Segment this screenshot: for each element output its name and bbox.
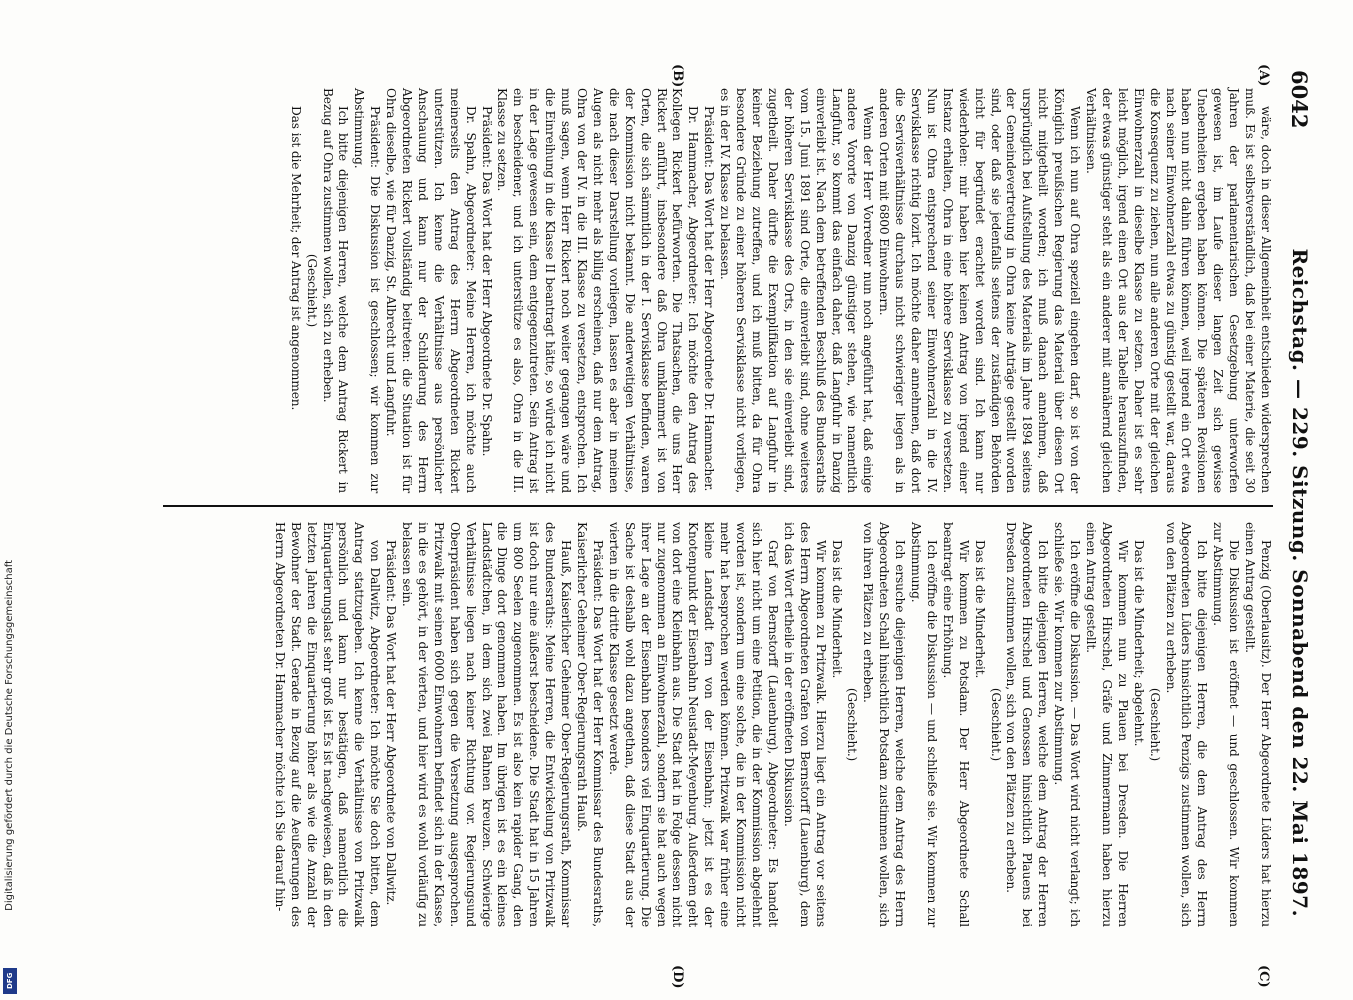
paragraph: Ich ersuche diejenigen Herren, welche dem Antrag des Herrn Abgeordneten Schall hinsichtlich Potsdam zustimmen wollen, sich von ihren Plätzen zu erheben.	[861, 522, 908, 927]
paragraph: Graf von Bernstorff (Lauenburg), Abgeordneter: Es handelt sich hier nicht um eine Petition, die in der Kommission abgelehnt worden ist, sondern um eine solche, die in der Kommission nicht mehr hat besprochen werden können. Pritzwalk war früher eine kleine Landstadt fern von der Eisenbahn; jetzt ist es der Knotenpunkt der Eisenbahn Neustadt-Meyenburg. Außerdem geht von dort eine Kleinbahn aus. Die Stadt hat in Folge dessen nicht nur zugenommen an Einwohnerzahl, sondern sie hat auch wegen ihrer Lage an der Eisenbahn besonders viel Einquartierung. Die Sache ist deshalb wohl dazu angethan, daß diese Stadt aus der vierten in die dritte Klasse gesetzt werde.	[606, 522, 780, 927]
paragraph: Dr. Hammacher, Abgeordneter: Ich möchte den Antrag des Kollegen Rickert befürworten. Die Thatsachen, die uns Herr Rickert anführt, insbesondere daß Ohra umklammert ist von Orten, die sich sämmtlich in der I. Servisklasse befinden, waren der Kommission nicht bekannt. Die anderweitigen Verhältnisse, die nach dieser Darstellung vorliegen, lassen es aber in meinen Augen als nicht mehr als billig erscheinen, daß nur dem Antrag, Ohra von der IV. in die III. Klasse zu versetzen, entsprochen. Ich muß sagen, wenn Herr Rickert noch weiter gegangen wäre und die Einreihung in die Klasse II beantragt hätte, so würde ich nicht in der Lage gewesen sein, dem entgegenzutreten. Sein Antrag ist ein bescheidener, und ich unterstütze es also, Ohra in die III. Klasse zu setzen.	[495, 88, 701, 493]
right-text-column	[271, 522, 1273, 927]
paragraph: (Geschieht.)	[1147, 687, 1162, 762]
paragraph: Das ist die Minderheit.	[972, 540, 987, 679]
paragraph: Hauß, Kaiserlicher Geheimer Ober-Regierungsrath, Kommissar des Bundesraths: Meine Herren, die Entwickelung von Pritzwalk ist doch nur eine äußerst bescheidene. Die Stadt hat in 15 Jahren um 800 Seelen zugenommen. Es ist also kein rapider Gang, den die Dinge dort genommen haben. Im übrigen ist es ein kleines Landstädtchen, in dem sich zwei Bahnen kreuzen. Schwierige Verhältnisse liegen nach keiner Richtung vor. Regierungsund Oberpräsident haben sich gegen die Versetzung ausgesprochen. Pritzwalk mit seinen 6000 Einwohnern befindet sich in der Klasse, in die es gehört, in der vierten, und hier wird es wohl vorläufig zu belassen sein.	[400, 522, 574, 927]
paragraph: Ich bitte diejenigen Herren, welche dem Antrag der Herren Abgeordneten Hirschel und Genossen hinsichtlich Plauens bei Dresden zustimmen wollen, sich von den Plätzen zu erheben.	[1004, 522, 1051, 927]
paragraph: Präsident: Das Wort hat der Herr Abgeordnete Dr. Spahn.	[479, 106, 494, 457]
paragraph: Die Diskussion ist eröffnet — und geschlossen. Wir kommen zur Abstimmung.	[1211, 522, 1242, 927]
paragraph: Ich eröffne die Diskussion. — Das Wort wird nicht verlangt; ich schließe sie. Wir kommen zur Abstimmung.	[1052, 522, 1083, 927]
paragraph: Dr. Spahn, Abgeordneter: Meine Herren, ich möchte auch meinerseits den Antrag des Herrn Abgeordneten Rickert unterstützen. Ich kenne die Verhältnisse aus persönlicher Anschauung und kann nur der Schilderung des Herrn Abgeordneten Rickert vollständig beitreten: die Situation ist für Ohra dieselbe, wie für Danzig, St. Albrecht und Langfuhr.	[384, 88, 478, 493]
page-title: Reichstag. — 229. Sitzung. Sonnabend den 22. Mai 1897.	[1288, 248, 1312, 918]
paragraph: Präsident: Die Diskussion ist geschlossen; wir kommen zur Abstimmung.	[352, 88, 383, 493]
paragraph: (Geschieht.)	[988, 687, 1003, 762]
paragraph: Wir kommen zu Pritzwalk. Hierzu liegt ein Antrag vor seitens des Herrn Abgeordneten Grafen von Bernstorff (Lauenburg), dem ich das Wort ertheile in der eröffneten Diskussion.	[781, 522, 828, 927]
margin-mark-c: (C)	[1256, 965, 1271, 988]
column-divider	[163, 505, 1273, 507]
paragraph: Penzig (Oberlausitz). Der Herr Abgeordnete Lüders hat hierzu einen Antrag gestellt.	[1243, 522, 1273, 927]
paragraph: Präsident: Das Wort hat der Herr Abgeordnete Dr. Hammacher.	[702, 106, 717, 492]
page-number: 6042	[1287, 70, 1313, 129]
paragraph: Das ist die Minderheit; abgelehnt.	[1131, 540, 1146, 747]
digitization-note: Digitalisierung gefördert durch die Deutsche Forschungsgemeinschaft	[4, 560, 15, 911]
paragraph: (Geschieht.)	[845, 687, 860, 762]
paragraph: Das ist die Mehrheit; der Antrag ist angenommen.	[288, 106, 303, 411]
paragraph: Wenn ich nun auf Ohra speziell eingehen darf, so ist von der Königlich preußischen Regierung das Material über diesen Ort nicht mitgetheilt worden; ich muß danach annehmen, daß ursprünglich bei Aufstellung des Materials im Jahre 1894 seitens der Gemeindevertretung in Ohra keine Anträge gestellt worden sind, oder daß sie jedenfalls seitens der zuständigen Behörden nicht für begründet erachtet worden sind. Ich kann nur wiederholen: mir haben hier keinen Antrag von irgend einer Instanz erhalten, Ohra in eine höhere Servisklasse zu versetzen. Nun ist Ohra entsprechend seiner Einwohnerzahl in die IV. Servisklasse richtig lozirt. Ich möchte daher annehmen, daß dort die Servisverhältnisse durchaus nicht schwieriger liegen als in anderen Orten mit 6800 Einwohnern.	[877, 88, 1083, 493]
margin-mark-a: (A)	[1256, 64, 1271, 87]
paragraph: Das ist die Minderheit.	[829, 540, 844, 679]
paragraph: Wir kommen zu Potsdam. Der Herr Abgeordnete Schall beantragt eine Erhöhung.	[940, 522, 971, 927]
dfg-logo: DFG	[3, 968, 17, 994]
left-text-column	[287, 88, 1273, 493]
page-header	[1285, 70, 1315, 940]
paragraph: Präsident: Das Wort hat der Herr Abgeordnete von Dallwitz.	[384, 540, 399, 906]
paragraph: Ich bitte diejenigen Herren, welche dem Antrag Rickert in Bezug auf Ohra zustimmen wollen, sich zu erheben.	[320, 88, 351, 493]
paragraph: (Geschieht.)	[304, 253, 319, 328]
paragraph: wäre, doch in dieser Allgemeinheit entschieden widersprechen muß. Es ist selbstverständlich, daß bei einer Materie, die seit 30 Jahren der parlamentarischen Gesetzgebung unterworfen gewesen ist, im Laufe dieser langen Zeit sich gewisse Unebenheiten ergeben haben können. Die späteren Revisionen haben nun nicht dahin führen können, weil irgend ein Ort etwa nach seiner Einwohnerzahl etwas zu günstig gestellt war, daraus die Konsequenz zu ziehen, nun alle anderen Orte mit der gleichen Einwohnerzahl in dieselbe Klasse zu setzen. Daher ist es sehr leicht möglich, irgend einen Ort aus der Tabelle herauszufinden, der etwas günstiger steht als ein anderer mit annähernd gleichen Verhältnissen.	[1084, 88, 1273, 493]
paragraph: Ich bitte diejenigen Herren, die dem Antrag des Herrn Abgeordneten Lüders hinsichtlich Penzigs zustimmen wollen, sich von den Plätzen zu erheben.	[1163, 522, 1210, 927]
paragraph: Ich eröffne die Diskussion — und schließe sie. Wir kommen zur Abstimmung.	[909, 522, 939, 927]
paragraph: Präsident: Das Wort hat der Herr Kommissar des Bundesraths, Kaiserlicher Geheimer Ober-Regierungsrath Hauß.	[575, 522, 605, 927]
paragraph: Wir kommen nun zu Plauen bei Dresden. Die Herren Abgeordneten Hirschel, Gräfe und Zimmermann haben hierzu einen Antrag gestellt.	[1084, 522, 1130, 927]
paragraph: von Dallwitz, Abgeordneter: Ich möchte Sie doch bitten, dem Antrag stattzugeben. Ich kenne die Verhältnisse von Pritzwalk persönlich und kann nur bestätigen, daß namentlich die Einquartierungslast sehr groß ist. Es ist nachgewiesen, daß in den letzten Jahren die Einquartierung höher als wie die Anzahl der Bewohner der Stadt. Gerade in Bezug auf die Aeußerungen des Herrn Abgeordneten Dr. Hammacher möchte ich Sie darauf hin-	[272, 522, 383, 927]
margin-mark-b: (B)	[670, 64, 685, 88]
margin-mark-d: (D)	[670, 965, 685, 989]
paragraph: Wenn der Herr Vorredner nun noch angeführt hat, daß einige andere Vororte von Danzig günstiger stehen, wie namentlich Langfuhr, so kommt das einfach daher, daß Langfuhr in Danzig einverleibt ist. Nach dem betreffenden Beschluß des Bundesraths vom 15. Juni 1891 sind Orte, die einverleibt sind, ohne weiteres der höheren Servisklasse des Orts, in den sie einverleibt sind, zugetheilt. Daher dürfte die Exemplifikation auf Langfuhr in keiner Beziehung zutreffen, und ich muß bitten, da für Ohra besondere Gründe zu einer höheren Servisklasse nicht vorliegen, es in der IV. Klasse zu belassen.	[718, 88, 876, 493]
